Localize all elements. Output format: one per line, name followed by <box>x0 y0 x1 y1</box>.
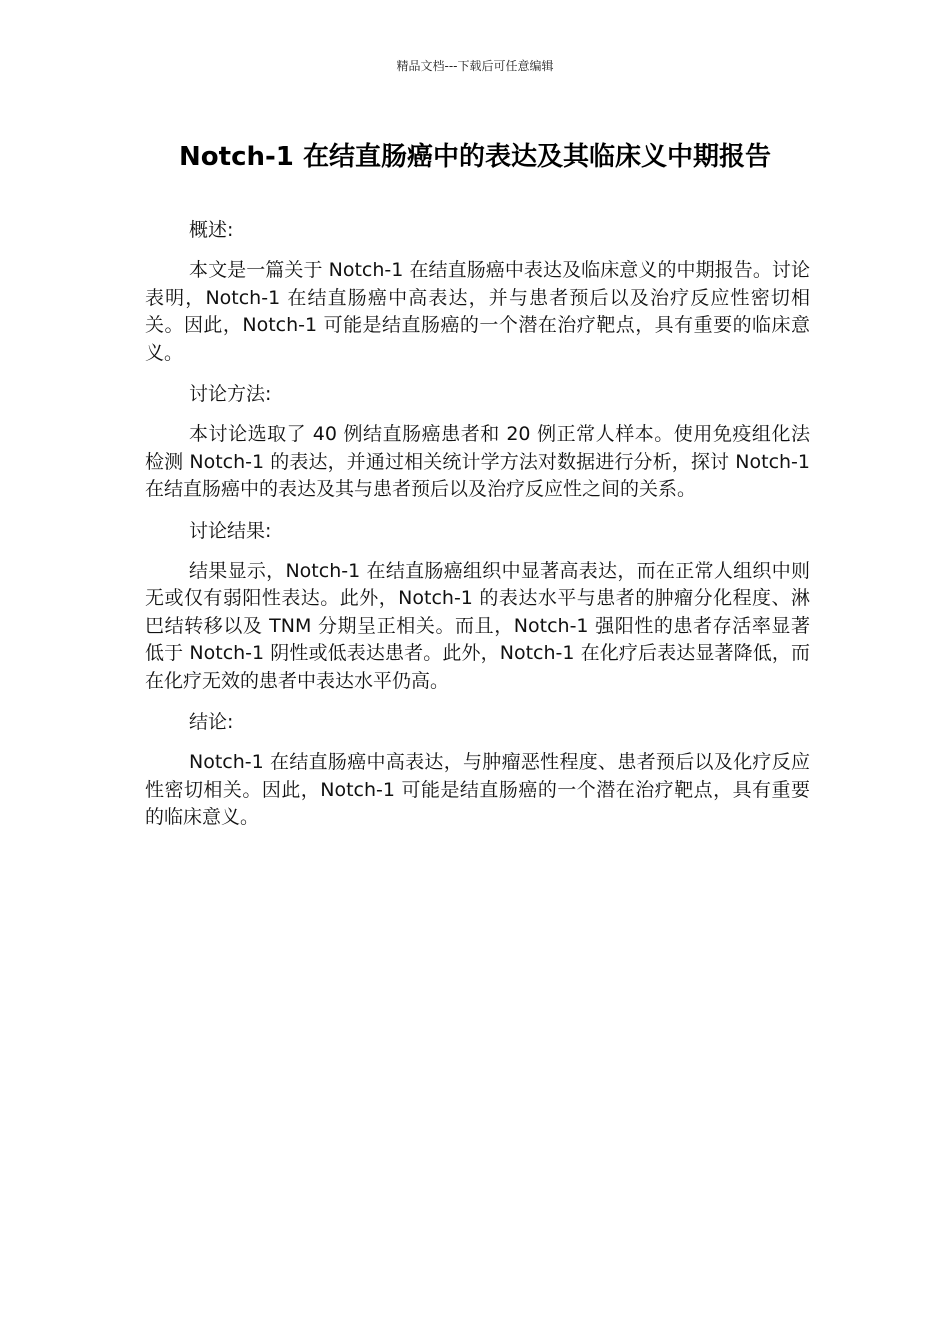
document-body <box>145 216 810 845</box>
section-heading-conclusion: 结论: <box>189 711 234 733</box>
section-heading-methods: 讨论方法: <box>189 383 272 405</box>
section-body-conclusion: Notch-1 在结直肠癌中高表达，与肿瘤恶性程度、患者预后以及化疗反应性密切相关。因此，Notch-1 可能是结直肠癌的一个潜在治疗靶点，具有重要的临床意义。 <box>145 751 810 828</box>
section-body-methods: 本讨论选取了 40 例结直肠癌患者和 20 例正常人样本。使用免疫组化法检测 Notch-1 的表达，并通过相关统计学方法对数据进行分析，探讨 Notch-1 在结直肠癌中的表达及其与患者预后以及治疗反应性之间的关系。 <box>145 423 810 500</box>
section-body-overview: 本文是一篇关于 Notch-1 在结直肠癌中表达及临床意义的中期报告。讨论表明，Notch-1 在结直肠癌中高表达，并与患者预后以及治疗反应性密切相关。因此，Notch-1 可能是结直肠癌的一个潜在治疗靶点，具有重要的临床意义。 <box>145 259 810 364</box>
section-heading-results: 讨论结果: <box>189 519 272 542</box>
header-note: 精品文档---下载后可任意编辑 <box>396 59 554 73</box>
section-heading-overview: 概述: <box>189 219 234 241</box>
section-body-results: 结果显示，Notch-1 在结直肠癌组织中显著高表达，而在正常人组织中则无或仅有弱阳性表达。此外，Notch-1 的表达水平与患者的肿瘤分化程度、淋巴结转移以及 TNM 分期呈正相关。而且，Notch-1 强阳性的患者存活率显著低于 Notch-1 阴性或低表达患者。此外，Notch-1 在化疗后表达显著降低，而在化疗无效的患者中表达水平仍高。 <box>145 559 810 692</box>
document-title: Notch-1 在结直肠癌中的表达及其临床义中期报告 <box>179 142 771 172</box>
